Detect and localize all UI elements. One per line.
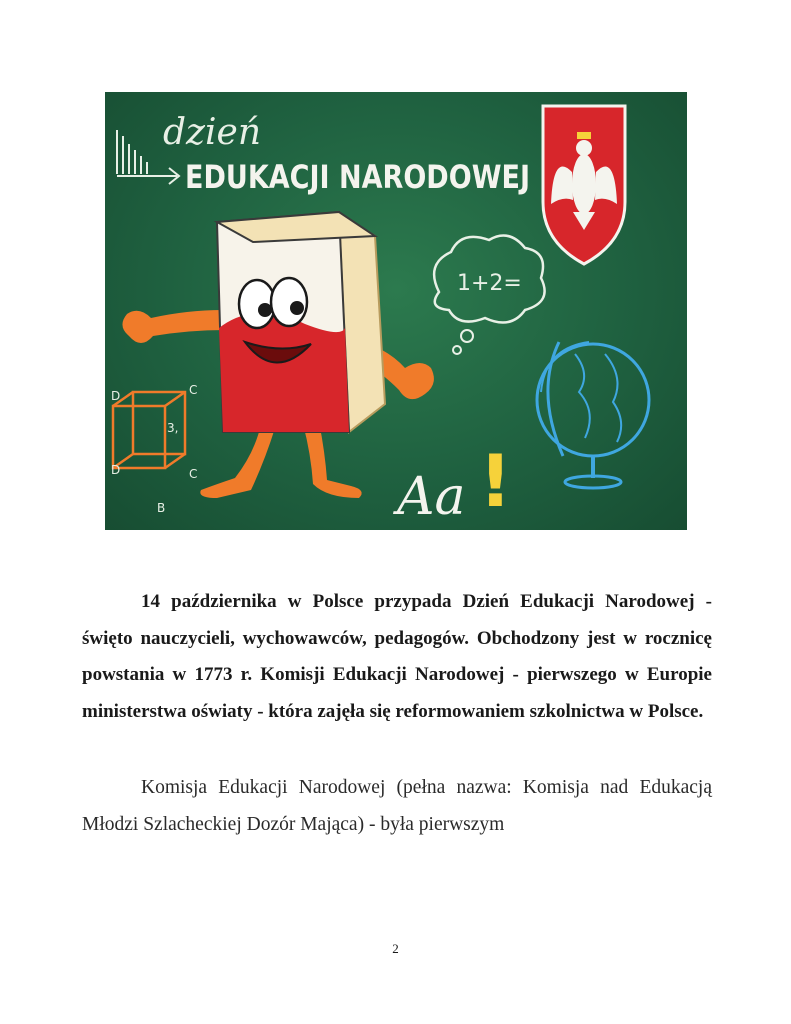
cube-label: B <box>157 501 166 515</box>
page-number: 2 <box>392 941 399 956</box>
cube-label: C <box>189 467 198 481</box>
chalk-exclamation: ! <box>479 439 512 523</box>
cube-label: C <box>189 383 198 397</box>
polish-eagle-emblem-icon <box>543 106 625 264</box>
title-main: EDUKACJI NARODOWEJ <box>185 158 530 196</box>
globe-icon <box>537 342 649 488</box>
cube-label: D <box>111 389 121 403</box>
bubble-equation: 1+2= <box>457 271 522 296</box>
chalkboard-drawing <box>105 92 687 530</box>
paragraph-commission: Komisja Edukacji Narodowej (pełna nazwa: Komisja nad Edukacją Młodzi Szlacheckiej Dozór Mająca) - była pierwszym <box>82 777 712 835</box>
cube-label: 3, <box>167 421 179 435</box>
national-education-day-illustration <box>105 92 687 530</box>
chalk-letters: Aa <box>397 467 466 527</box>
paragraph-intro: 14 października w Polsce przypada Dzień Edukacji Narodowej - święto nauczycieli, wychowawców, pedagogów. Obchodzony jest w rocznicę powstania w 1773 r. Komisji Edukacji Narodowej - pierwszego w Europie ministerstwa oświaty - która zajęła się reformowaniem szkolnictwa w Polsce. <box>82 591 712 722</box>
cube-label: D <box>111 463 121 477</box>
thought-bubble <box>434 236 544 355</box>
title-script: dzień <box>163 112 262 153</box>
